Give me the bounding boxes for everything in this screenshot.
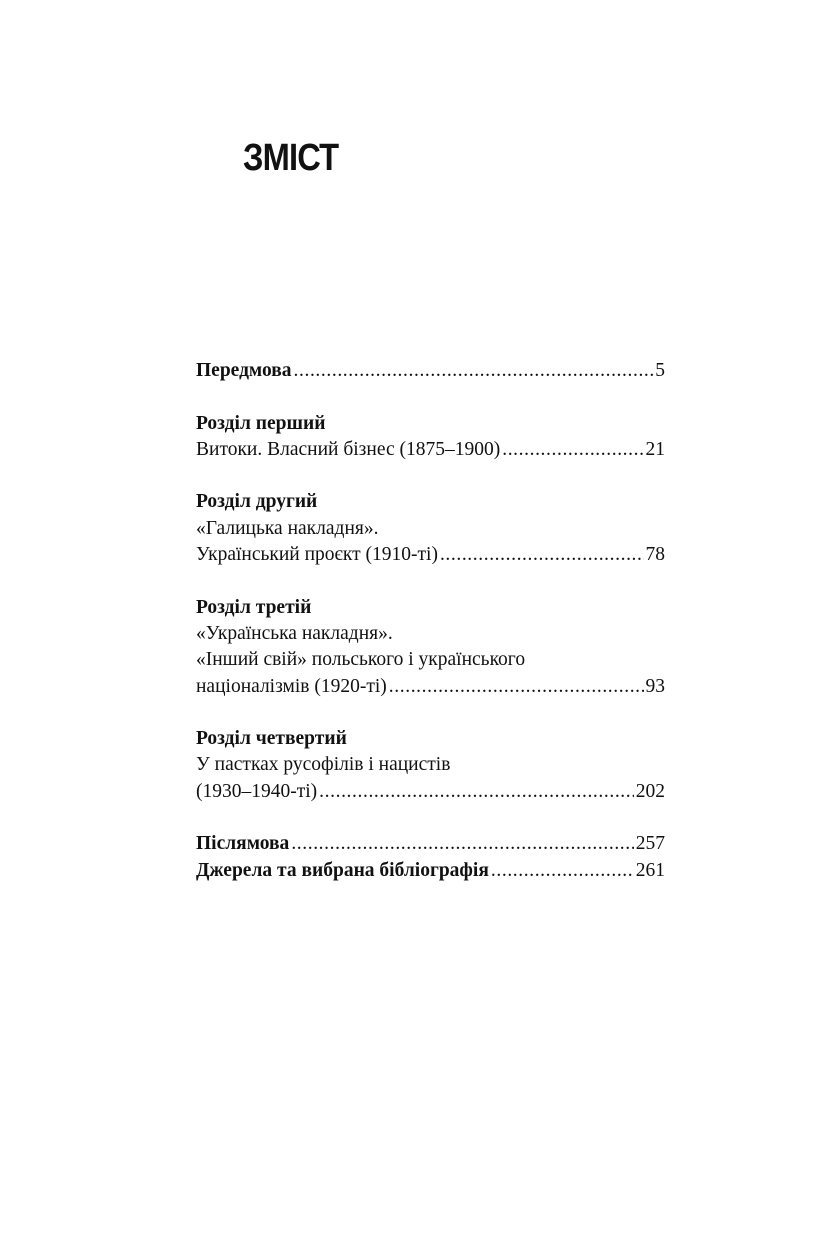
dot-leader xyxy=(491,858,634,884)
toc-entry-line: «Галицька накладня». xyxy=(196,517,379,539)
chapter-heading: Розділ четвертий xyxy=(196,728,347,750)
toc-page-number: 21 xyxy=(645,438,665,460)
toc-page-number: 202 xyxy=(635,780,665,802)
toc-page-number: 257 xyxy=(635,833,665,855)
chapter-heading: Розділ перший xyxy=(196,412,326,434)
chapter-heading: Розділ другий xyxy=(196,491,318,513)
dot-leader xyxy=(502,437,643,463)
toc-entry-label: Джерела та вибрана бібліографія xyxy=(196,859,489,881)
toc-entry-chapter2 xyxy=(196,542,665,568)
table-of-contents xyxy=(196,358,665,884)
dot-leader xyxy=(291,831,633,857)
toc-page-number: 93 xyxy=(645,675,665,697)
toc-entry-line: У пастках русофілів і нацистів xyxy=(196,754,451,776)
toc-entry-chapter4 xyxy=(196,779,665,805)
toc-page-number: 78 xyxy=(645,544,665,566)
toc-page-number: 5 xyxy=(655,360,665,381)
toc-entry-line: «Інший свій» польського і українського xyxy=(196,649,526,671)
toc-entry-label: Передмова xyxy=(196,360,292,381)
dot-leader xyxy=(440,542,644,568)
toc-entry-label: Витоки. Власний бізнес (1875–1900) xyxy=(196,438,501,460)
toc-entry-foreword xyxy=(196,358,665,384)
dot-leader xyxy=(389,674,644,700)
dot-leader xyxy=(319,779,634,805)
toc-entry-sources xyxy=(196,858,665,884)
toc-entry-chapter3 xyxy=(196,674,665,700)
toc-entry-line: «Українська накладня». xyxy=(196,622,393,644)
chapter-heading: Розділ третій xyxy=(196,596,312,618)
toc-entry-label: Післямова xyxy=(196,833,290,855)
toc-entry-label: націоналізмів (1920-ті) xyxy=(196,675,387,697)
toc-page-number: 261 xyxy=(635,859,665,881)
dot-leader xyxy=(294,358,654,384)
page-title: ЗМІСТ xyxy=(243,137,339,179)
toc-entry-label: (1930–1940-ті) xyxy=(196,780,318,802)
toc-entry-chapter1 xyxy=(196,437,665,463)
toc-entry-afterword xyxy=(196,831,665,857)
toc-entry-label: Український проєкт (1910-ті) xyxy=(196,544,438,566)
